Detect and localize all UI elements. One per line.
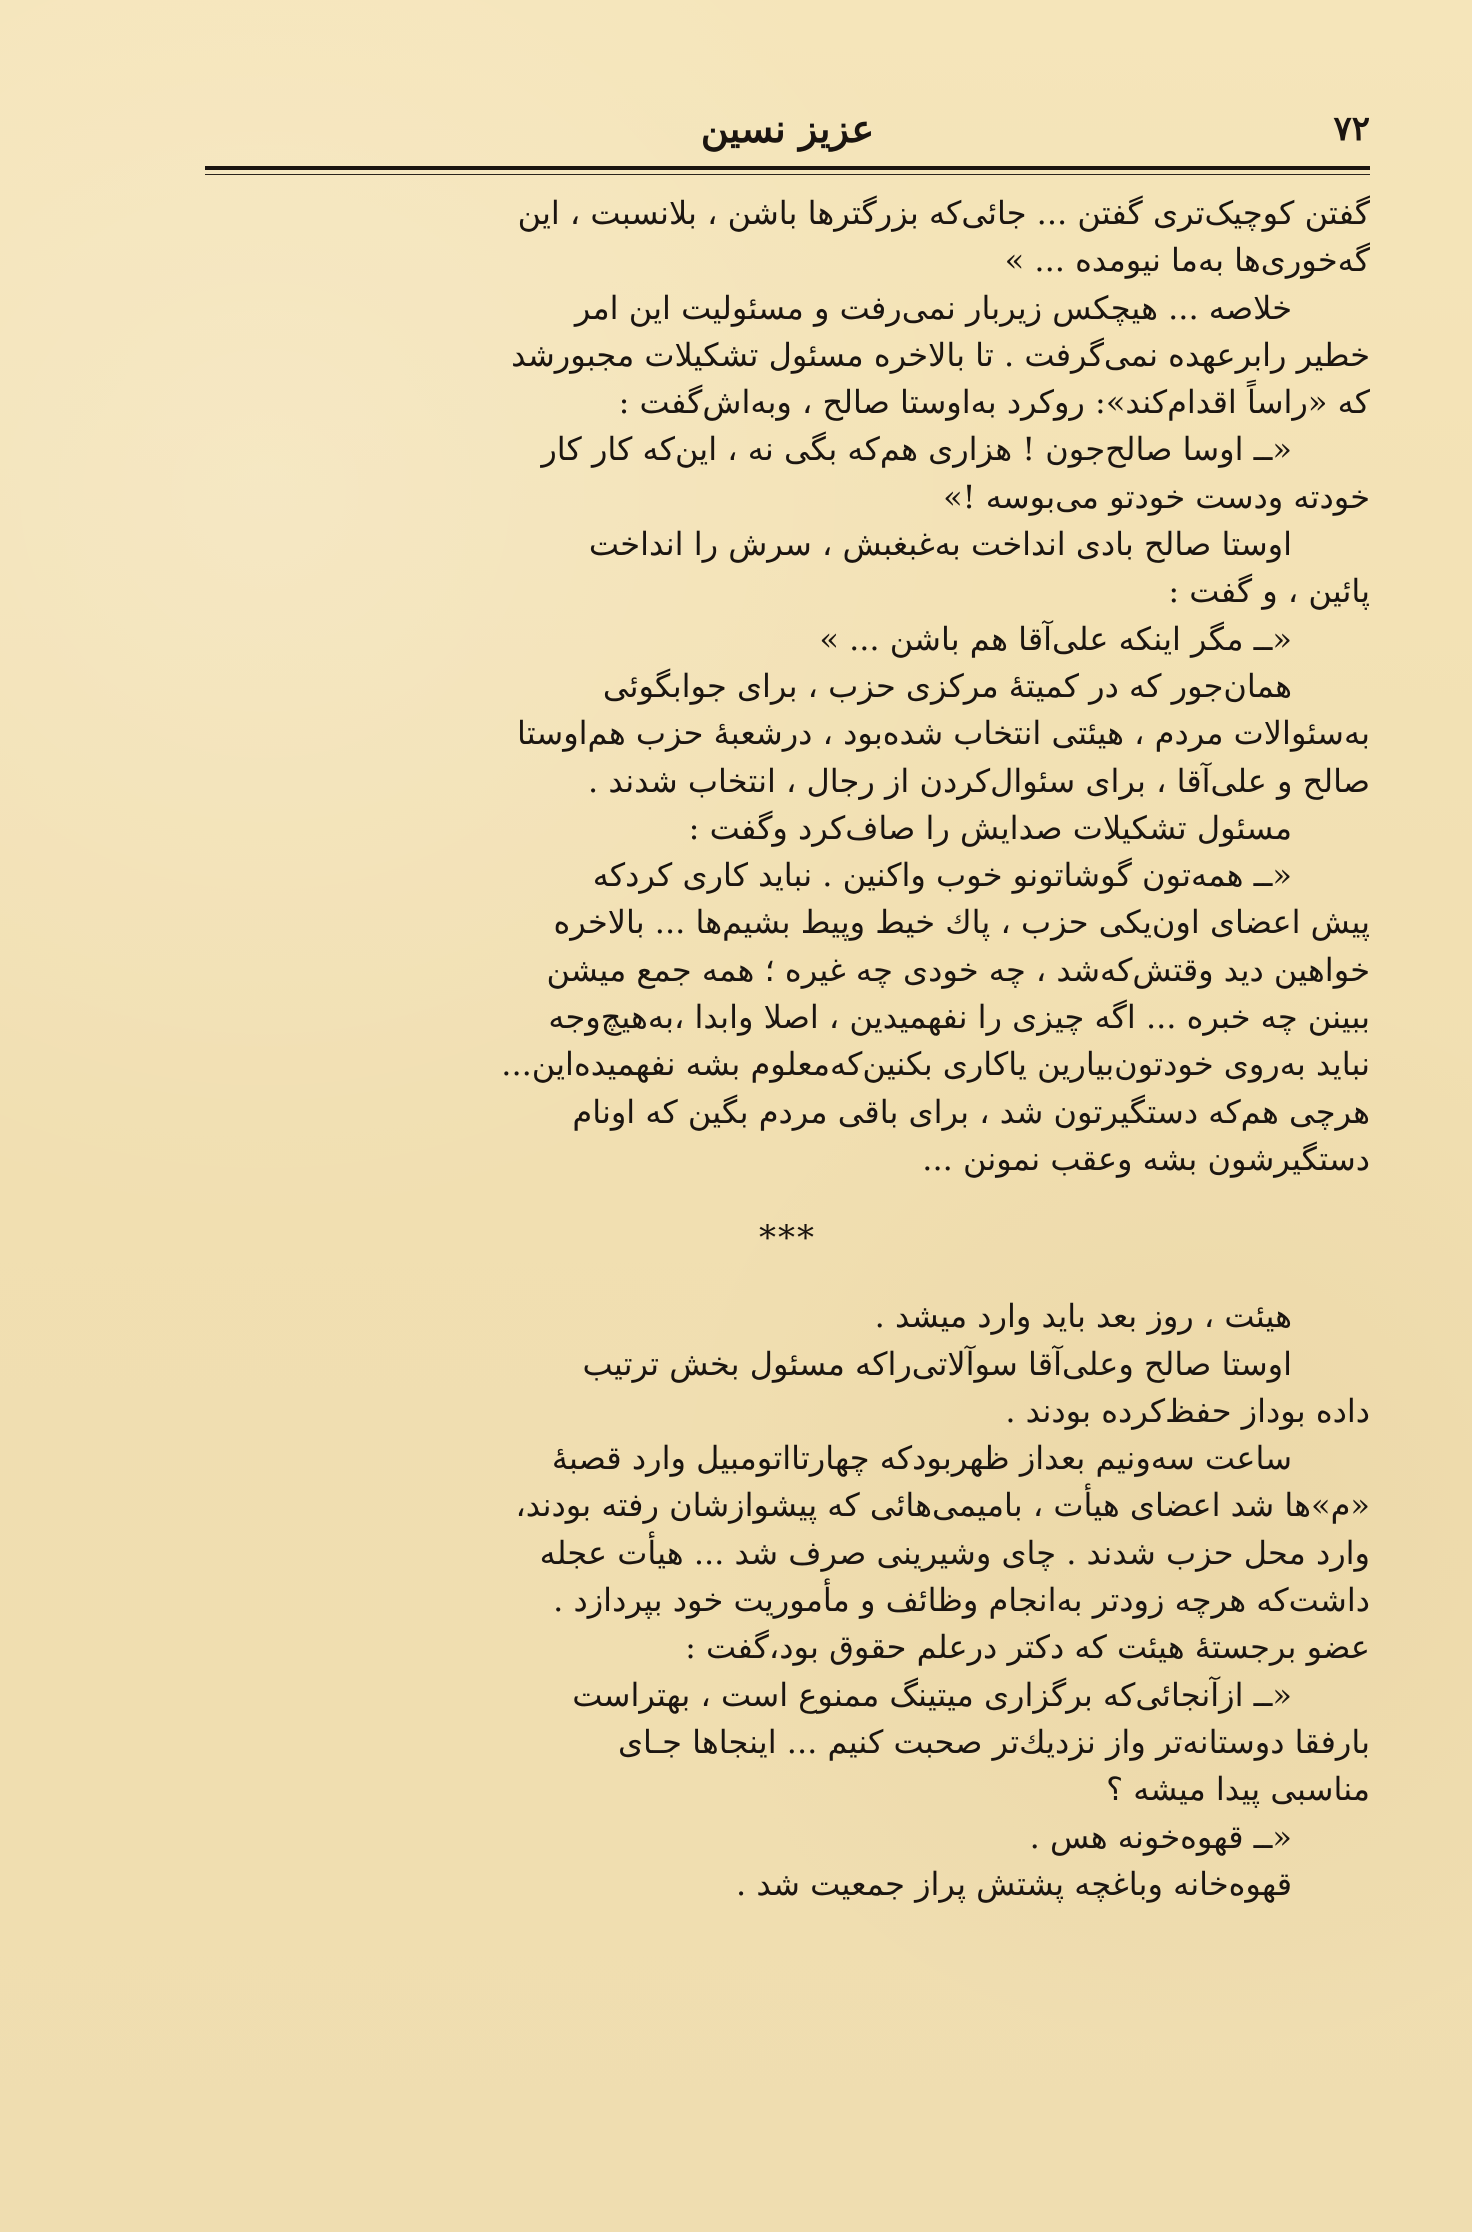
text-line: «ــ مگر اینکه علی‌آقا هم باشن ... » bbox=[819, 619, 1292, 658]
text-line: هرچی هم‌که دستگیرتون شد ، برای باقی مردم بگین که اونام bbox=[572, 1092, 1370, 1131]
text-line: پیش اعضای اون‌یکی حزب ، پاك خیط وپیط بشیم‌ها ... بالاخره bbox=[553, 903, 1370, 942]
text-line: مسئول تشکیلات صدایش را صاف‌کرد وگفت : bbox=[688, 808, 1292, 847]
text-line: مناسبی پیدا میشه ؟ bbox=[1106, 1770, 1370, 1809]
text-line: قهوه‌خانه وباغچه پشتش پراز جمعیت شد . bbox=[735, 1864, 1292, 1903]
text-line: عضو برجستهٔ هیئت که دکتر درعلم حقوق بود،گفت : bbox=[685, 1628, 1370, 1667]
text-line: خودته ودست خودتو می‌بوسه !» bbox=[943, 477, 1370, 516]
text-line: که «راساً اقدام‌کند»: روکرد به‌اوستا صالح ، وبه‌اش‌گفت : bbox=[618, 383, 1370, 422]
text-line: گه‌خوری‌ها به‌ما نیومده ... » bbox=[1004, 241, 1370, 280]
header-rule-thin bbox=[205, 174, 1370, 175]
text-line: ساعت سه‌ونیم بعداز ظهربودکه چهارتااتومبیل وارد قصبهٔ bbox=[551, 1439, 1292, 1478]
header-rule-thick bbox=[205, 166, 1370, 170]
text-line: داشت‌که هرچه زودتر به‌انجام وظائف و مأموریت خود بپردازد . bbox=[553, 1581, 1370, 1620]
text-line: دستگیرشون بشه وعقب نمونن ... bbox=[922, 1139, 1370, 1178]
text-line: نباید به‌روی خودتون‌بیارین یاکاری بکنین‌که‌معلوم بشه نفهمیده‌این... bbox=[501, 1045, 1370, 1084]
text-line: به‌سئوالات مردم ، هیئتی انتخاب شده‌بود ، درشعبهٔ حزب هم‌اوستا bbox=[516, 714, 1370, 753]
text-line: هیئت ، روز بعد باید وارد میشد . bbox=[874, 1297, 1292, 1336]
text-line: داده بوداز حفظ‌کرده بودند . bbox=[1005, 1391, 1370, 1430]
text-line: بارفقا دوستانه‌تر واز نزدیك‌تر صحبت کنیم ... اینجاها جـای bbox=[617, 1722, 1370, 1761]
text-line: همان‌جور که در کمیتهٔ مرکزی حزب ، برای جوابگوئی bbox=[602, 666, 1292, 705]
page-header bbox=[205, 104, 1370, 174]
text-line: «ــ قهوه‌خونه هس . bbox=[1029, 1817, 1292, 1856]
section-separator: *** bbox=[759, 1218, 816, 1259]
text-line: «ــ اوسا صالح‌جون ! هزاری هم‌که بگی نه ، این‌که کار کار bbox=[541, 430, 1292, 469]
text-line: خطیر رابرعهده نمی‌گرفت . تا بالاخره مسئول تشکیلات مجبورشد bbox=[511, 335, 1370, 374]
text-line: «ــ ازآنجائی‌که برگزاری میتینگ ممنوع است ، بهتراست bbox=[572, 1675, 1292, 1714]
text-line: ببینن چه خبره ... اگه چیزی را نفهمیدین ، اصلا وابدا ،به‌هیچ‌وجه bbox=[548, 998, 1370, 1037]
text-line: گفتن کوچیک‌تری گفتن ... جائی‌که بزرگترها باشن ، بلانسبت ، این bbox=[517, 194, 1370, 232]
page-number: ۷۲ bbox=[1333, 109, 1370, 149]
running-title: عزیز نسین bbox=[700, 106, 875, 151]
text-line: خواهین دید وقتش‌که‌شد ، چه خودی چه غیره ؛ همه جمع میشن bbox=[546, 950, 1370, 989]
text-line: «م»ها شد اعضای هیأت ، بامیمی‌هائی که پیشوازشان رفته بودند، bbox=[515, 1486, 1370, 1525]
text-line: اوستا صالح وعلی‌آقا سوآلاتی‌راکه مسئول بخش ترتیب bbox=[582, 1344, 1292, 1383]
text-line: پائین ، و گفت : bbox=[1168, 572, 1370, 611]
text-line: وارد محل حزب شدند . چای وشیرینی صرف شد ... هیأت عجله bbox=[539, 1533, 1370, 1572]
text-line: «ــ همه‌تون گوشاتونو خوب واکنین . نباید کاری کردکه bbox=[592, 856, 1292, 895]
text-line: خلاصه ... هیچکس زیربار نمی‌رفت و مسئولیت این امر bbox=[574, 288, 1292, 327]
page-text-block bbox=[205, 190, 1370, 1908]
text-line: صالح و علی‌آقا ، برای سئوال‌کردن از رجال ، انتخاب شدند . bbox=[588, 761, 1370, 800]
text-line: اوستا صالح بادی انداخت به‌غبغبش ، سرش را انداخت bbox=[588, 525, 1292, 564]
